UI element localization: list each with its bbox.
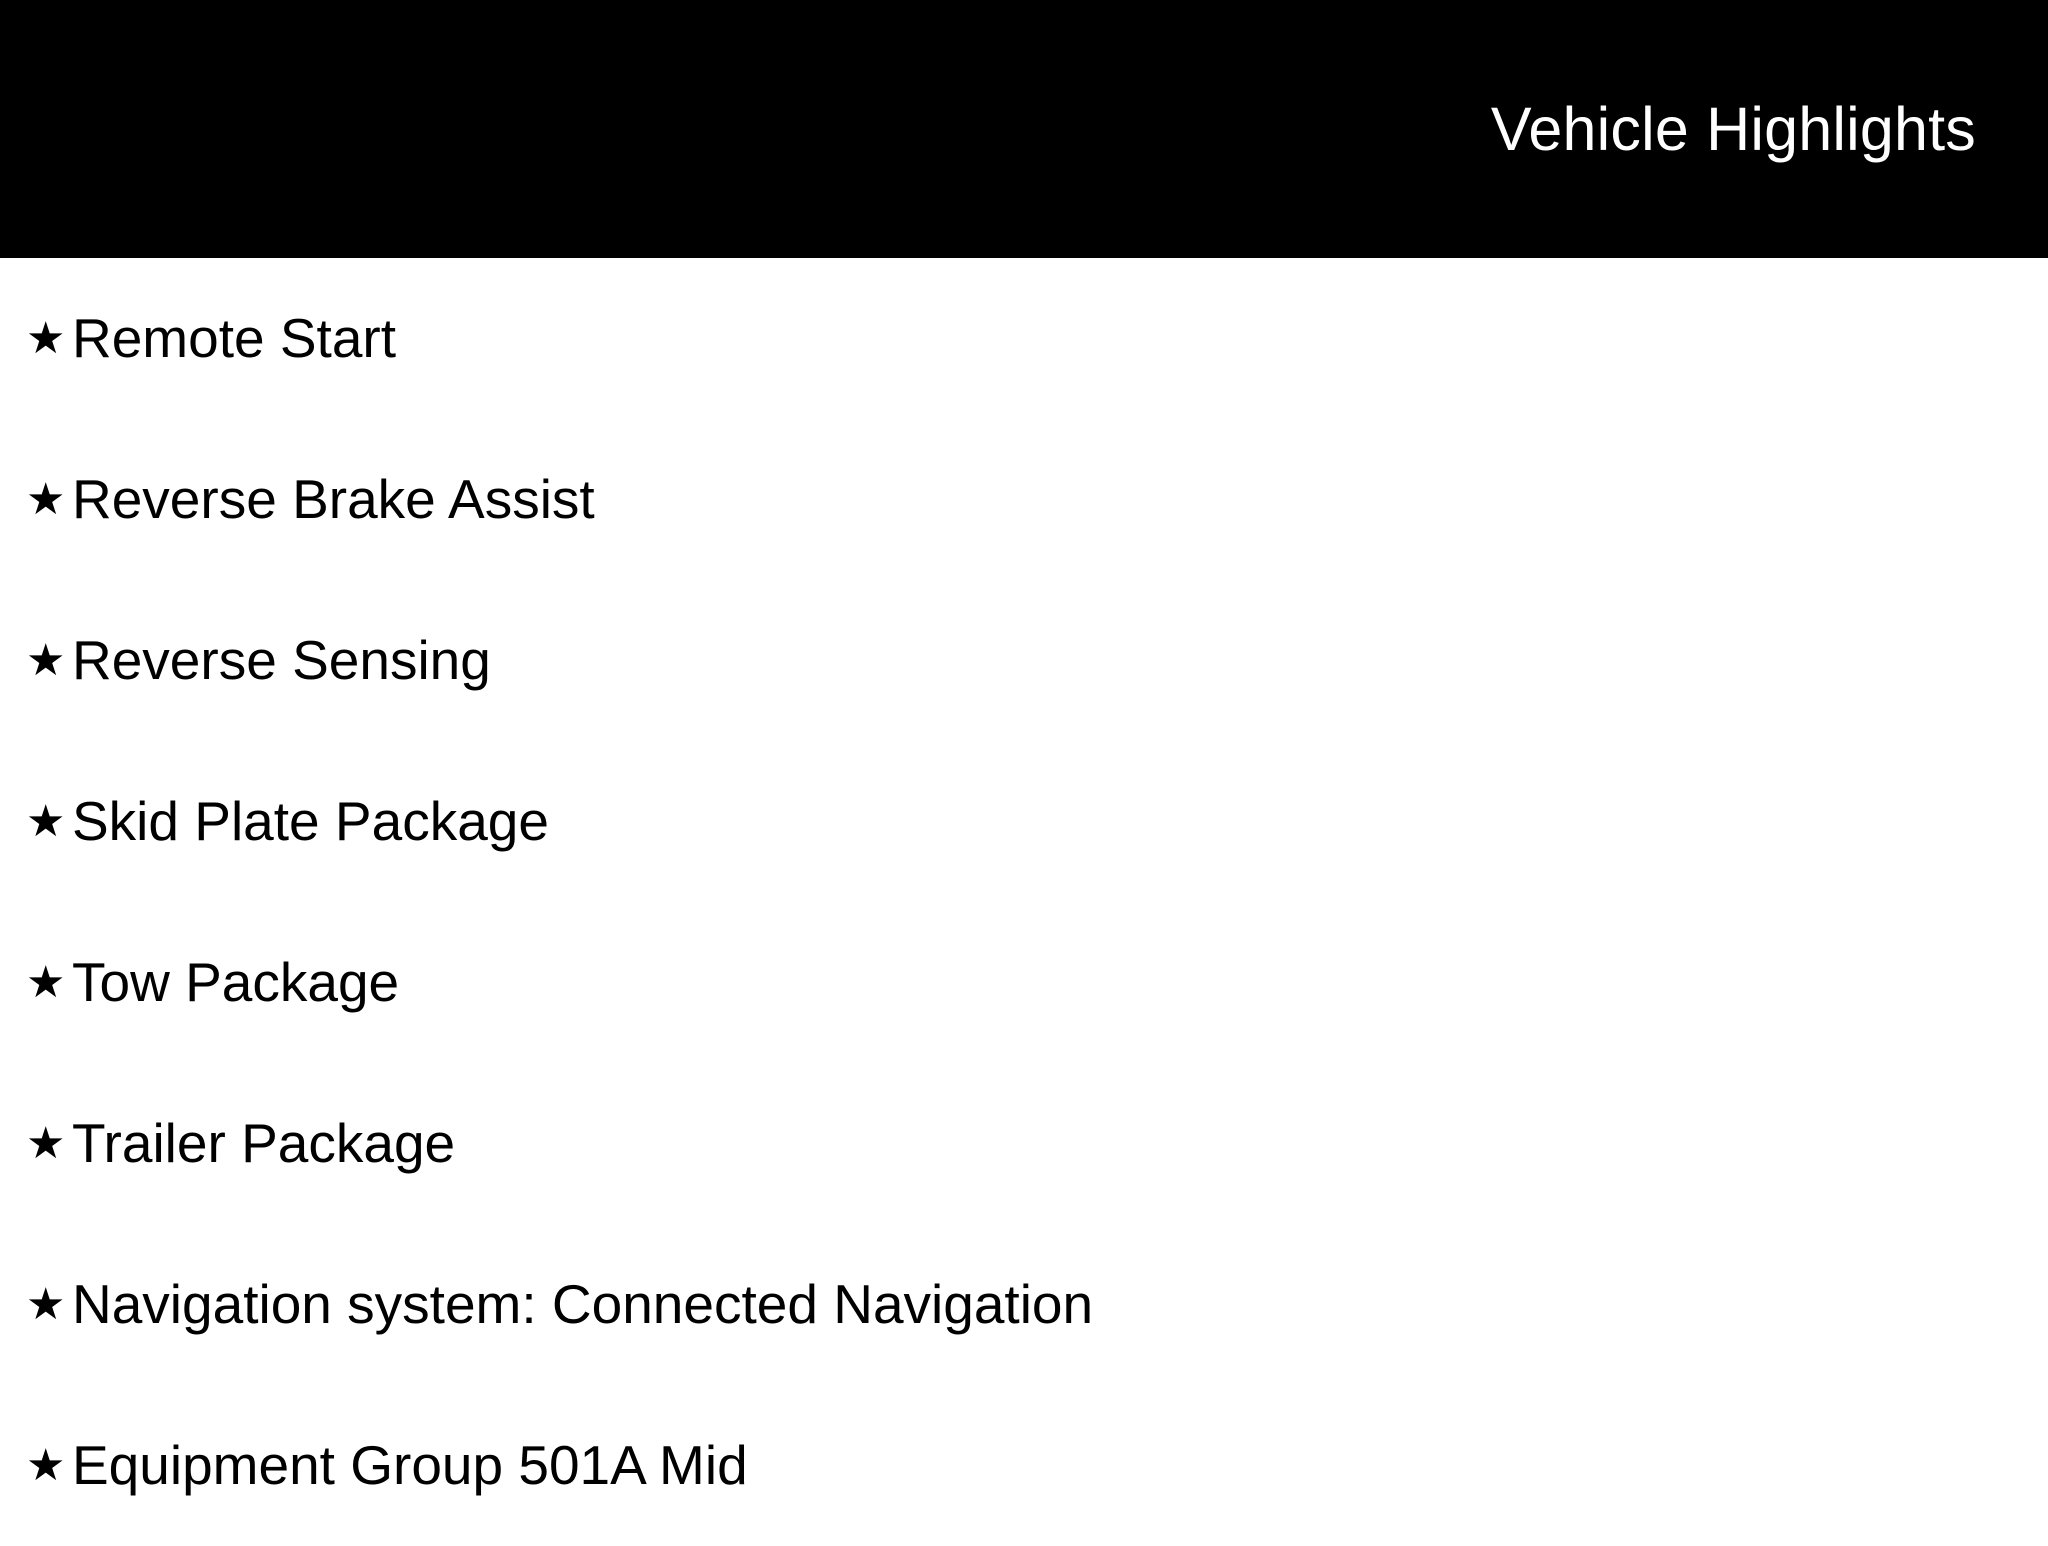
list-item	[0, 258, 2048, 419]
list-item	[0, 1385, 2048, 1546]
list-item-label: Equipment Group 501A Mid	[72, 1434, 748, 1497]
star-icon: ★	[26, 1440, 66, 1490]
star-icon: ★	[26, 796, 66, 846]
star-icon: ★	[26, 1118, 66, 1168]
page-header	[0, 0, 2048, 258]
list-item	[0, 902, 2048, 1063]
star-icon: ★	[26, 957, 66, 1007]
list-item-label: Tow Package	[72, 951, 400, 1014]
page-title: Vehicle Highlights	[1490, 94, 1976, 163]
list-item	[0, 1063, 2048, 1224]
list-item-label: Remote Start	[72, 307, 397, 370]
star-icon: ★	[26, 1279, 66, 1329]
list-item	[0, 419, 2048, 580]
list-item-label: Navigation system: Connected Navigation	[72, 1273, 1094, 1336]
list-item	[0, 741, 2048, 902]
star-icon: ★	[26, 313, 66, 363]
star-icon: ★	[26, 635, 66, 685]
list-item-label: Trailer Package	[72, 1112, 456, 1175]
list-item-label: Skid Plate Package	[72, 790, 549, 853]
vehicle-highlights-list	[0, 258, 2048, 1546]
list-item-label: Reverse Brake Assist	[72, 468, 595, 531]
list-item-label: Reverse Sensing	[72, 629, 491, 692]
star-icon: ★	[26, 474, 66, 524]
list-item	[0, 580, 2048, 741]
list-item	[0, 1224, 2048, 1385]
